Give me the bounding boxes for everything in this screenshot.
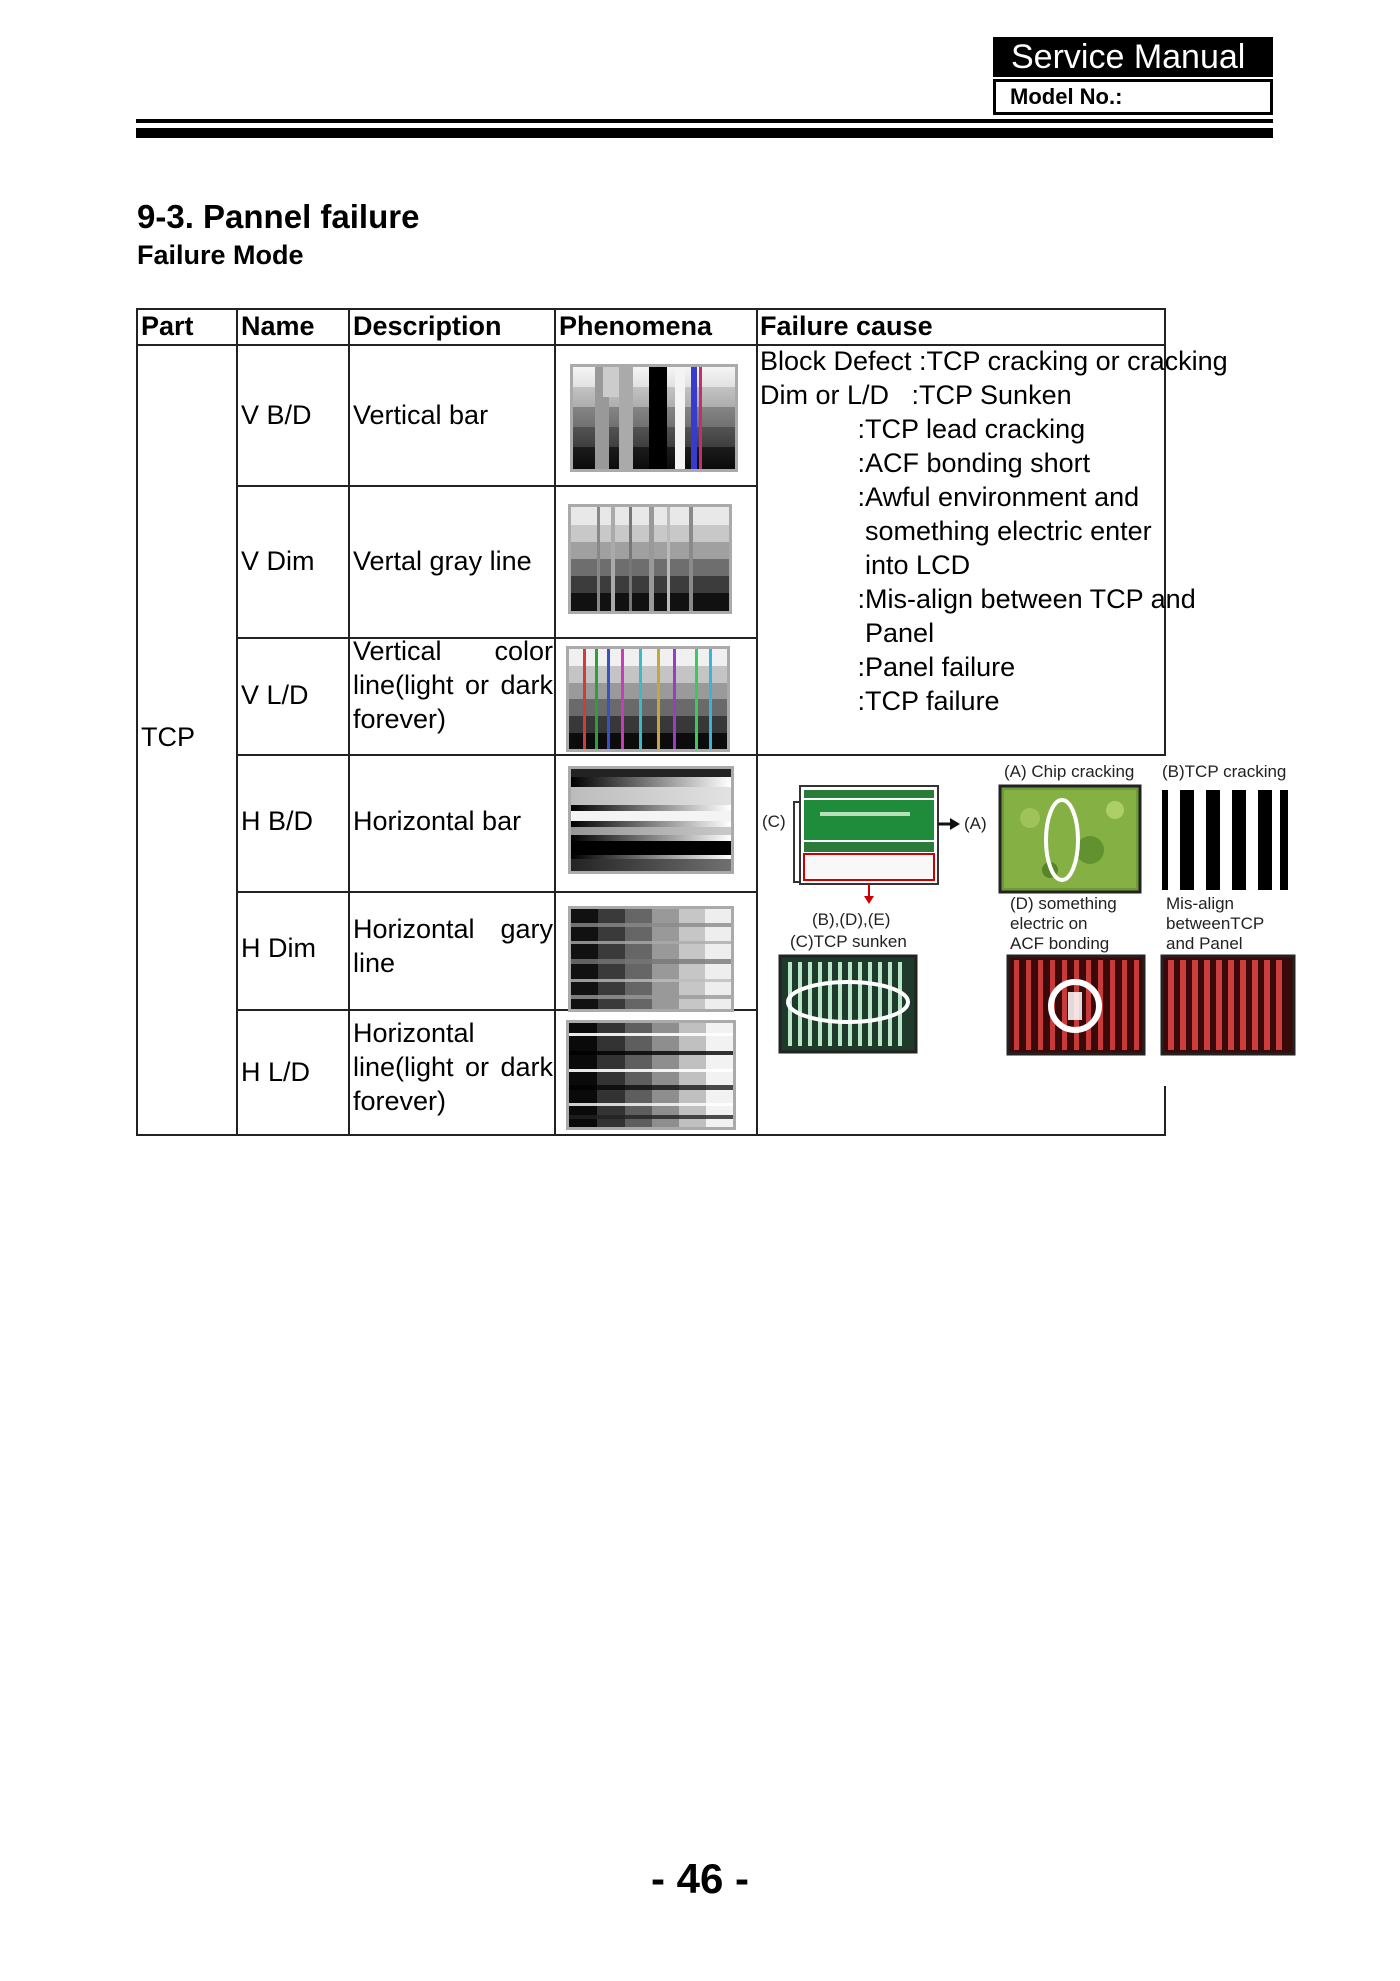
- row-desc-vld: Vertical color line(light or dark forever): [353, 636, 553, 734]
- failure-cause-line: :Mis-align between TCP and: [760, 584, 1196, 614]
- phenomena-vertical-gray-line-image: [568, 504, 732, 614]
- diagram-label-misalign-line3: and Panel: [1166, 934, 1243, 953]
- model-number-field: Model No.:: [993, 79, 1273, 115]
- failure-cause-line: something electric enter: [760, 516, 1152, 546]
- service-manual-header: [993, 37, 1273, 119]
- row-divider-1: [236, 485, 756, 487]
- phenomena-vertical-bar-image: [570, 364, 738, 472]
- row-name-hdim: H Dim: [241, 933, 316, 963]
- row-name-vld: V L/D: [241, 680, 309, 710]
- row-desc-vdim: Vertal gray line: [353, 546, 532, 576]
- phenomena-vertical-color-line-image: [566, 646, 730, 752]
- section-subtitle: Failure Mode: [137, 240, 304, 270]
- table-border-right-lower: [1164, 1086, 1166, 1136]
- failure-cause-line: :ACF bonding short: [760, 448, 1091, 478]
- row-name-hld: H L/D: [241, 1057, 311, 1087]
- row-name-hbd: H B/D: [241, 806, 314, 836]
- header-failure-cause: Failure cause: [760, 311, 933, 341]
- table-border-bottom: [136, 1134, 1166, 1136]
- diagram-label-d-line1: (D) something: [1010, 894, 1117, 913]
- diagram-label-tcp-sunken: (C)TCP sunken: [790, 932, 907, 951]
- col-divider-3: [554, 308, 556, 1136]
- diagram-label-bde: (B),(D),(E): [812, 910, 891, 929]
- service-manual-title: Service Manual: [993, 37, 1273, 77]
- header-phenomena: Phenomena: [559, 311, 713, 341]
- header-name: Name: [241, 311, 315, 341]
- failure-cause-line: :Panel failure: [760, 652, 1016, 682]
- page-number: - 46 -: [650, 1855, 750, 1902]
- row-desc-hbd: Horizontal bar: [353, 806, 522, 836]
- failure-cause-line: Panel: [760, 618, 935, 648]
- diagram-label-d-line3: ACF bonding: [1010, 934, 1110, 953]
- phenomena-horizontal-bar-image: [568, 766, 734, 874]
- diagram-label-c: (C): [762, 812, 786, 831]
- diagram-label-a-arrow: (A): [964, 814, 987, 833]
- phenomena-horizontal-line-image: [566, 1020, 736, 1130]
- phenomena-horizontal-gray-line-image: [568, 906, 734, 1012]
- row-desc-vbd: Vertical bar: [353, 400, 489, 430]
- failure-cause-line: :TCP failure: [760, 686, 1000, 716]
- failure-cause-line: :TCP lead cracking: [760, 414, 1086, 444]
- row-divider-3: [236, 754, 1166, 756]
- header-part: Part: [141, 311, 194, 341]
- diagram-label-d-line2: electric on: [1010, 914, 1088, 933]
- part-cell: TCP: [141, 722, 195, 752]
- failure-mode-table: [136, 308, 1287, 1136]
- diagram-label-tcp-cracking: (B)TCP cracking: [1162, 762, 1287, 781]
- col-divider-4: [756, 308, 758, 1136]
- header-rule-thick: [136, 128, 1273, 138]
- col-divider-1: [236, 308, 238, 1136]
- row-desc-hld: Horizontal line(light or dark forever): [353, 1018, 553, 1116]
- section-title: 9-3. Pannel failure: [137, 198, 420, 235]
- row-divider-4: [236, 891, 756, 893]
- header-description: Description: [353, 311, 502, 341]
- failure-cause-line: :Awful environment and: [760, 482, 1140, 512]
- row-name-vdim: V Dim: [241, 546, 315, 576]
- failure-cause-line: into LCD: [760, 550, 971, 580]
- col-divider-2: [348, 308, 350, 1136]
- failure-cause-line: Dim or L/D :TCP Sunken: [760, 380, 1072, 410]
- row-name-vbd: V B/D: [241, 400, 312, 430]
- tcp-failure-diagram: [760, 760, 1400, 1078]
- row-desc-hdim: Horizontal gary line: [353, 914, 553, 978]
- header-rule-thin: [136, 119, 1273, 123]
- failure-cause-text: [760, 344, 1228, 718]
- diagram-label-chip-cracking: (A) Chip cracking: [1004, 762, 1135, 781]
- table-border-left: [136, 308, 138, 1136]
- diagram-label-misalign-line2: betweenTCP: [1166, 914, 1265, 933]
- failure-cause-line: Block Defect :TCP cracking or cracking: [760, 346, 1228, 376]
- diagram-label-misalign-line1: Mis-align: [1166, 894, 1235, 913]
